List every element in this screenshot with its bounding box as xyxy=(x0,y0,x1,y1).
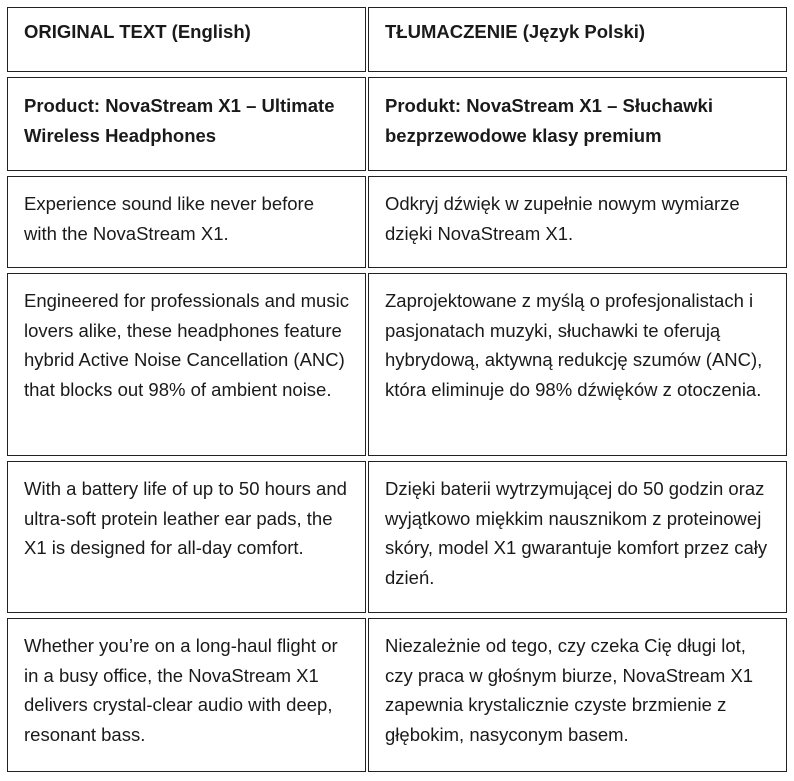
cell-polish: Dzięki baterii wytrzymującej do 50 godzin oraz wyjątkowo miękkim nausznikom z proteinowej skóry, model X1 gwarantuje komfort przez cały dzień. xyxy=(368,461,787,613)
cell-english: Experience sound like never before with the NovaStream X1. xyxy=(7,176,366,268)
cell-english: Product: NovaStream X1 – Ultimate Wireless Headphones xyxy=(7,77,366,171)
cell-polish: Odkryj dźwięk w zupełnie nowym wymiarze dzięki NovaStream X1. xyxy=(368,176,787,268)
cell-english: With a battery life of up to 50 hours and ultra-soft protein leather ear pads, the X1 is designed for all-day comfort. xyxy=(7,461,366,613)
header-translation: TŁUMACZENIE (Język Polski) xyxy=(368,7,787,72)
cell-english: Engineered for professionals and music lovers alike, these headphones feature hybrid Active Noise Cancellation (ANC) that blocks out 98% of ambient noise. xyxy=(7,273,366,456)
cell-polish: Produkt: NovaStream X1 – Słuchawki bezprzewodowe klasy premium xyxy=(368,77,787,171)
header-original-text: ORIGINAL TEXT (English) xyxy=(7,7,366,72)
translation-table xyxy=(7,7,787,772)
cell-polish: Zaprojektowane z myślą o profesjonalistach i pasjonatach muzyki, słuchawki te oferują hybrydową, aktywną redukcję szumów (ANC), która eliminuje do 98% dźwięków z otoczenia. xyxy=(368,273,787,456)
cell-polish: Niezależnie od tego, czy czeka Cię długi lot, czy praca w głośnym biurze, NovaStream X1 zapewnia krystalicznie czyste brzmienie z głębokim, nasyconym basem. xyxy=(368,618,787,772)
cell-english: Whether you’re on a long-haul flight or in a busy office, the NovaStream X1 delivers crystal-clear audio with deep, resonant bass. xyxy=(7,618,366,772)
